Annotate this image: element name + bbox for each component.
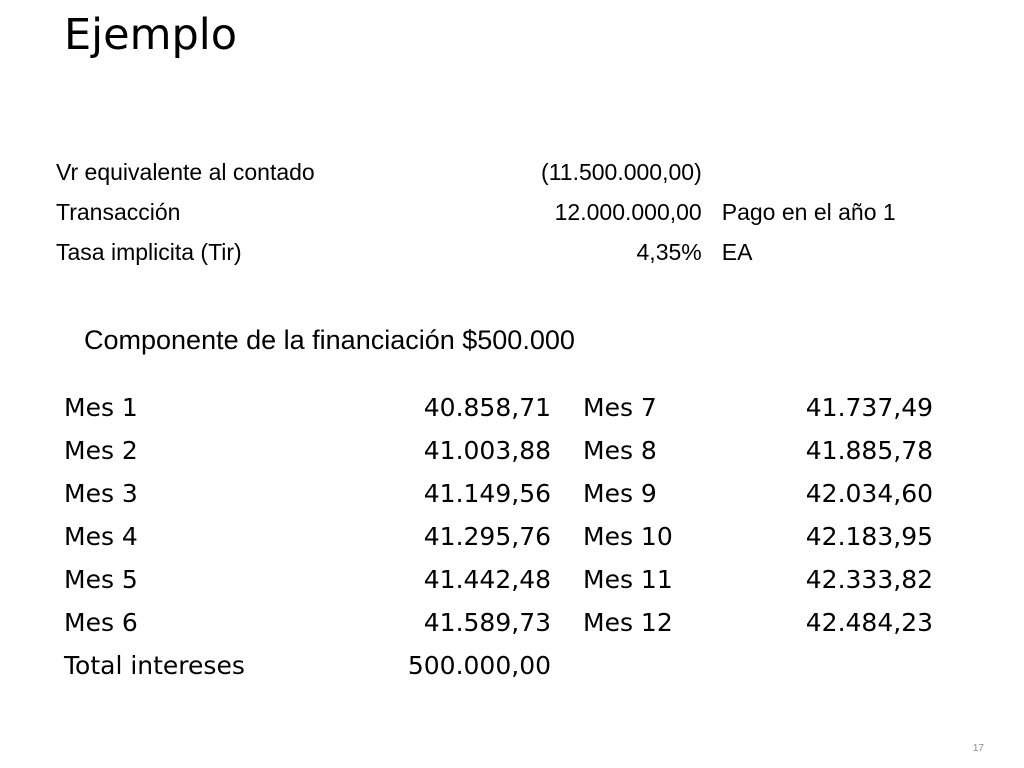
slide-title: Ejemplo	[64, 10, 238, 60]
table-row	[64, 429, 934, 472]
summary-value: 4,35%	[636, 239, 702, 265]
total-label: Total intereses	[64, 651, 245, 680]
summary-note: EA	[721, 239, 753, 265]
month-label: Mes 10	[583, 522, 673, 551]
month-label: Mes 5	[64, 565, 138, 594]
month-value: 40.858,71	[423, 393, 551, 422]
month-label: Mes 12	[583, 608, 673, 637]
summary-row	[56, 232, 936, 272]
table-row	[64, 515, 934, 558]
month-label: Mes 9	[583, 479, 657, 508]
summary-note: Pago en el año 1	[721, 199, 896, 225]
summary-label: Vr equivalente al contado	[56, 159, 315, 185]
month-value: 41.295,76	[423, 522, 551, 551]
table-row	[64, 472, 934, 515]
month-value: 41.149,56	[423, 479, 551, 508]
month-label: Mes 4	[64, 522, 138, 551]
page-number: 17	[972, 743, 984, 754]
month-value: 41.737,49	[805, 393, 933, 422]
table-row	[64, 601, 934, 644]
month-value: 42.183,95	[805, 522, 933, 551]
month-label: Mes 2	[64, 436, 138, 465]
summary-row	[56, 192, 936, 232]
summary-row	[56, 152, 936, 192]
month-label: Mes 6	[64, 608, 138, 637]
month-label: Mes 1	[64, 393, 138, 422]
table-row	[64, 386, 934, 429]
total-row	[64, 644, 934, 687]
month-label: Mes 8	[583, 436, 657, 465]
month-value: 42.034,60	[805, 479, 933, 508]
month-value: 42.484,23	[805, 608, 933, 637]
table-row	[64, 558, 934, 601]
summary-table	[56, 152, 936, 272]
month-label: Mes 7	[583, 393, 657, 422]
summary-value: (11.500.000,00)	[541, 159, 702, 185]
month-value: 42.333,82	[805, 565, 933, 594]
summary-label: Transacción	[56, 199, 181, 225]
month-label: Mes 11	[583, 565, 673, 594]
month-value: 41.003,88	[423, 436, 551, 465]
month-label: Mes 3	[64, 479, 138, 508]
month-value: 41.589,73	[423, 608, 551, 637]
total-value: 500.000,00	[407, 651, 551, 680]
interest-schedule-table	[64, 386, 934, 687]
month-value: 41.442,48	[423, 565, 551, 594]
summary-label: Tasa implicita (Tir)	[56, 239, 242, 265]
summary-value: 12.000.000,00	[554, 199, 702, 225]
section-subtitle: Componente de la financiación $500.000	[84, 325, 575, 355]
month-value: 41.885,78	[805, 436, 933, 465]
